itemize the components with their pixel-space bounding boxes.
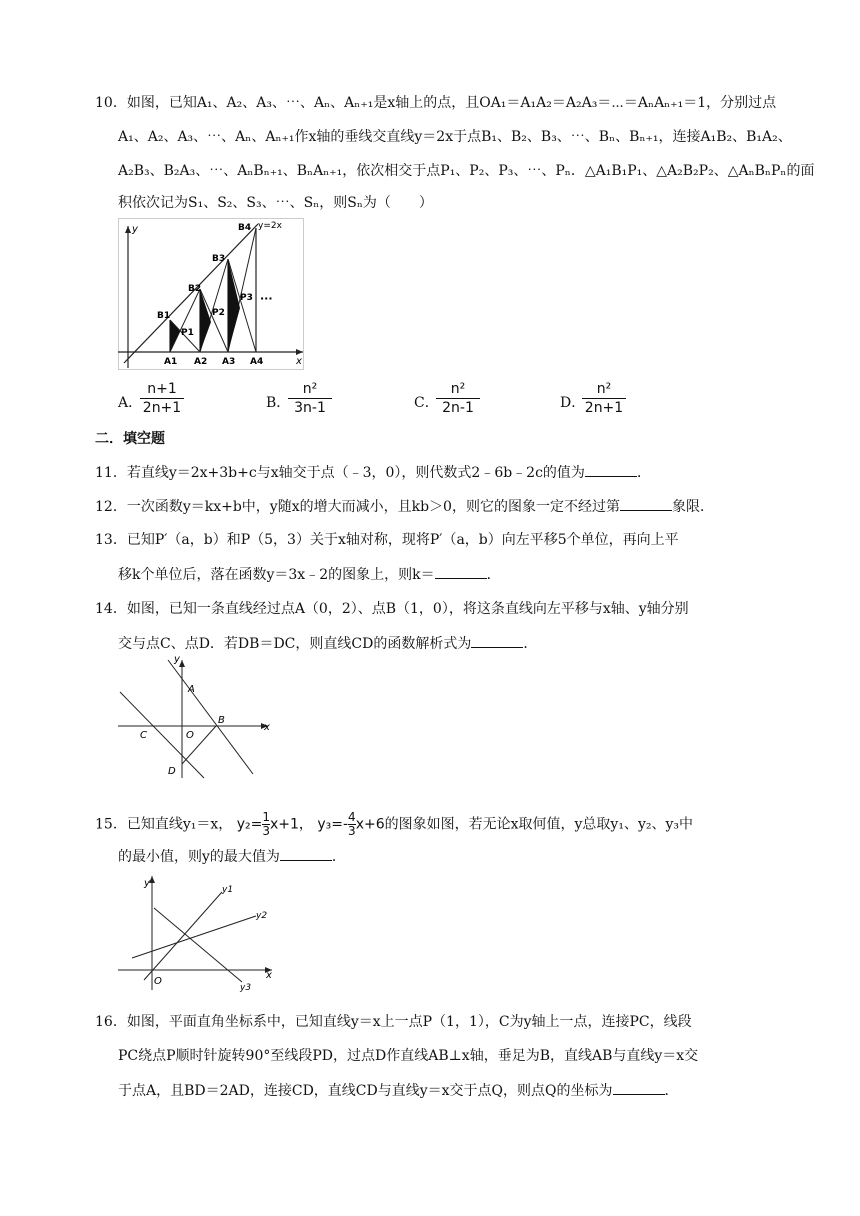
option-a-fraction — [140, 380, 184, 417]
q10-line-1: 10．如图，已知A₁、A₂、A₃、⋯、Aₙ、Aₙ₊₁是x轴上的点，且OA₁＝A₁A₂＝A₂A₃＝⋯＝AₙAₙ₊₁＝1，分别过点 — [95, 95, 777, 111]
q16-line-3 — [118, 1080, 838, 1101]
q14-figure — [118, 656, 274, 780]
q10-fig-A2: A2 — [194, 357, 208, 367]
option-c-letter: C． — [414, 395, 439, 411]
q11-text — [95, 462, 835, 483]
option-b-fraction — [288, 380, 332, 417]
option-c-numerator: n² — [450, 381, 466, 397]
q16-body: 于点A，且BD＝2AD，连接CD，直线CD与直线y＝x交于点Q，则点Q的坐标为 — [118, 1083, 613, 1099]
option-d-numerator: n² — [596, 381, 612, 397]
q14-line-2 — [118, 633, 838, 654]
q10-figure — [118, 218, 308, 370]
section-heading: 二．填空题 — [95, 431, 165, 447]
option-d-denominator: 2n+1 — [584, 400, 624, 416]
q14-body: 交与点C、点D．若DB＝DC，则直线CD的函数解析式为 — [118, 636, 472, 652]
q15-fig-y2: y2 — [256, 911, 268, 921]
q13-body: 移k个单位后，落在函数y＝3x﹣2的图象上，则k＝ — [118, 567, 435, 583]
q16-answer-blank[interactable] — [613, 1080, 665, 1095]
q14-fig-y-label: y — [174, 656, 180, 665]
q11-body: 11．若直线y＝2x+3b+c与x轴交于点（﹣3，0），则代数式2﹣6b﹣2c的值为 — [95, 465, 585, 481]
q15-y3-label: y₃=- — [317, 816, 349, 833]
q14-fig-C: C — [140, 730, 147, 741]
q12-end: 象限． — [671, 499, 714, 515]
q15-fig-O: O — [154, 976, 162, 987]
q13-end: ． — [486, 567, 501, 583]
q14-answer-blank[interactable] — [471, 633, 523, 648]
q16-line-2: PC绕点P顺时针旋转90°至线段PD，过点D作直线AB⊥x轴，垂足为B，直线AB与直线y＝x交 — [118, 1048, 699, 1064]
q14-fig-A: A — [188, 684, 195, 695]
q15-fig-y1: y1 — [222, 885, 234, 895]
q10-fig-B3: B3 — [212, 254, 226, 264]
q10-fig-B4: B4 — [238, 223, 252, 233]
option-d-letter: D． — [560, 395, 586, 411]
q10-fig-A4: A4 — [250, 357, 264, 367]
q15-y2-num: 1 — [262, 810, 270, 824]
q10-fig-P2: P2 — [212, 308, 225, 318]
q10-fig-line-label: y=2x — [258, 221, 282, 231]
q15-fig-y3: y3 — [240, 983, 252, 992]
option-a-letter: A． — [118, 395, 143, 411]
q10-line-3: A₂B₃、B₂A₃、⋯、AₙBₙ₊₁、BₙAₙ₊₁，依次相交于点P₁、P₂、P₃、⋯、Pₙ．△A₁B₁P₁、△A₂B₂P₂、△AₙBₙPₙ的面 — [118, 163, 815, 179]
q16-end: ． — [664, 1083, 679, 1099]
q12-answer-blank[interactable] — [620, 496, 672, 511]
q15-prefix: 15．已知直线y₁＝x， — [95, 816, 233, 833]
option-d-fraction — [582, 380, 626, 417]
q10-fig-P1: P1 — [181, 328, 194, 338]
q10-fig-A1: A1 — [164, 357, 178, 367]
q16-line-1: 16．如图，平面直角坐标系中，已知直线y＝x上一点P（1，1），C为y轴上一点，连接PC，线段 — [95, 1014, 692, 1030]
q11-answer-blank[interactable] — [585, 462, 637, 477]
q15-y3-den: 3 — [348, 824, 356, 838]
q15-answer-blank[interactable] — [280, 846, 332, 861]
q15-y2-den: 3 — [262, 824, 270, 838]
q14-fig-O: O — [186, 730, 194, 741]
q13-answer-blank[interactable] — [435, 564, 487, 579]
option-c-fraction — [436, 380, 480, 417]
q10-fig-P3: P3 — [240, 293, 253, 303]
q15-line-2 — [118, 846, 838, 867]
option-b-letter: B． — [266, 395, 291, 411]
q15-y2-tail: x+1， — [269, 816, 313, 833]
q12-text — [95, 496, 835, 517]
q15-y2-label: y₂= — [236, 816, 263, 833]
q10-line-2: A₁、A₂、A₃、⋯、Aₙ、Aₙ₊₁作x轴的垂线交直线y＝2x于点B₁、B₂、B₃、⋯、Bₙ、Bₙ₊₁，连接A₁B₂、B₁A₂、 — [118, 129, 792, 145]
option-b-numerator: n² — [302, 381, 318, 397]
q10-fig-B1: B1 — [157, 311, 171, 321]
q14-line-1: 14．如图，已知一条直线经过点A（0，2）、点B（1，0），将这条直线向左平移与x轴、y轴分别 — [95, 601, 689, 617]
q10-fig-A3: A3 — [222, 357, 236, 367]
q14-end: ． — [523, 636, 538, 652]
q15-y3-formula — [317, 811, 384, 838]
option-c-denominator: 2n-1 — [442, 400, 474, 416]
q10-fig-dots: ··· — [260, 292, 273, 305]
q15-line-1 — [95, 811, 835, 838]
q14-fig-x-label: x — [264, 722, 270, 733]
q10-fig-x-label: x — [296, 356, 302, 367]
q15-y2-formula — [237, 811, 313, 838]
option-a-denominator: 2n+1 — [142, 400, 182, 416]
q13-line-2 — [118, 564, 838, 585]
q15-suffix: 的图象如图，若无论x取何值，y总取y₁、y₂、y₃中 — [384, 816, 693, 833]
q14-fig-D: D — [168, 766, 176, 777]
q10-fig-B2: B2 — [188, 284, 202, 294]
q15-figure — [118, 868, 278, 992]
q15-fig-y-label: y — [144, 878, 150, 889]
q15-body: 的最小值，则y的最大值为 — [118, 849, 280, 865]
q15-y3-num: 4 — [348, 810, 356, 824]
q10-fig-y-label: y — [132, 224, 138, 235]
q13-line-1: 13．已知P′（a，b）和P（5，3）关于x轴对称，现将P′（a，b）向左平移5个单位，再向上平 — [95, 532, 679, 548]
q10-line-4: 积依次记为S₁、S₂、S₃、⋯、Sₙ，则Sₙ为（ ） — [118, 195, 433, 211]
q15-fig-x-label: x — [266, 970, 272, 981]
q15-y3-tail: x+6 — [355, 816, 385, 833]
q11-end: ． — [636, 465, 651, 481]
q14-fig-B: B — [218, 715, 225, 726]
option-a-numerator: n+1 — [147, 381, 177, 397]
q15-end: ． — [331, 849, 346, 865]
q12-body: 12．一次函数y＝kx+b中，y随x的增大而减小，且kb＞0，则它的图象一定不经过第 — [95, 499, 620, 515]
option-b-denominator: 3n-1 — [294, 400, 326, 416]
